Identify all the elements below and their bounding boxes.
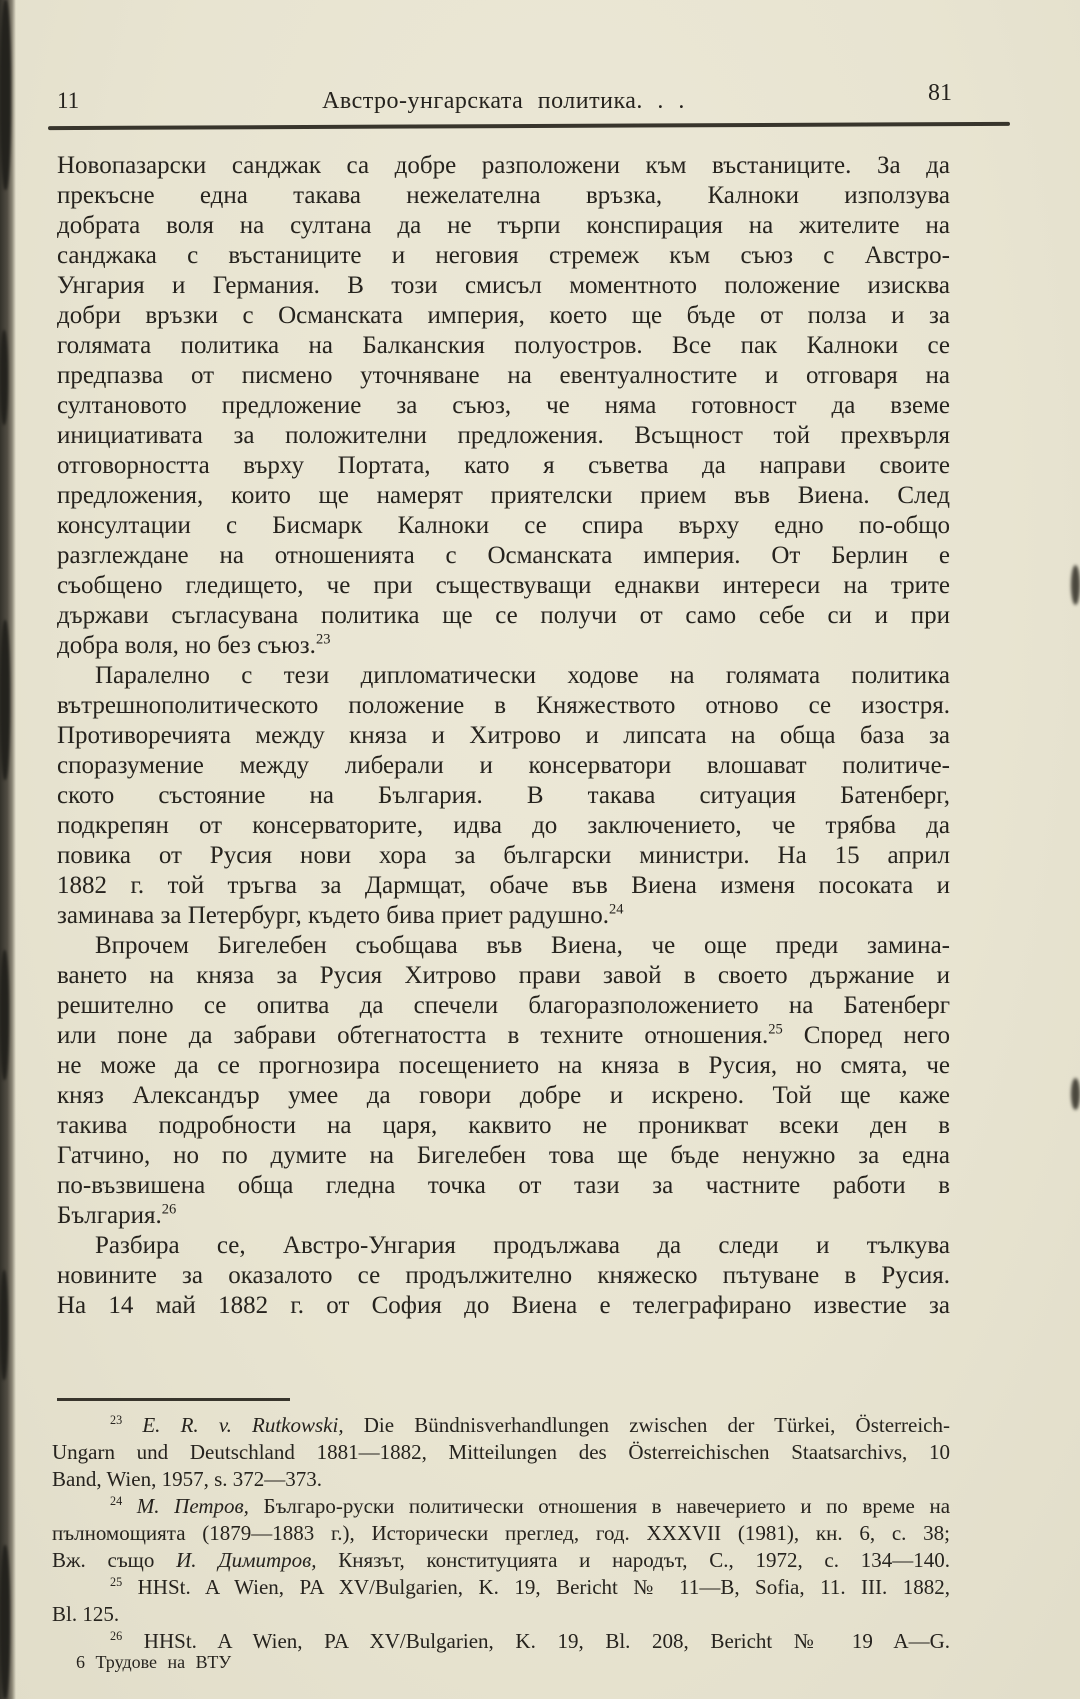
body-text-line: държави съгласувана политика ще се получи от само себе си и при [57,602,950,629]
body-text-line: инициативата за положителни предложения. Всъщност той прехвърля [57,422,950,449]
binding-shadow [0,0,16,1699]
footnote-line: $^{24}$ М. Петров, Българо-руски политически отношения в навечерието и по време на [110,1494,951,1518]
scan-speck [1071,1078,1080,1110]
body-text-line: предложения, които ще намерят приятелски прием във Виена. След [57,482,950,509]
body-text-line: Унгария и Германия. В този смисъл моментното положение изисква [57,272,950,299]
body-text-line: България.$^{26}$ [57,1201,177,1229]
body-text [57,151,950,1321]
footnotes [52,1412,950,1655]
footnote-line: пълномощията (1879—1883 г.), Исторически преглед, год. XXXVII (1981), кн. 6, с. 38; [52,1521,950,1545]
footnote-line: Ungarn und Deutschland 1881—1882, Mitteilungen des Österreichischen Staatsarchivs, 10 [52,1440,950,1464]
body-text-line: подкрепян от консерваторите, идва до заключението, че трябва да [57,812,950,839]
body-text-line: не може да се прогнозира посещението на княза в Русия, но смята, че [57,1052,950,1079]
body-text-line: ското състояние на България. В такава ситуация Батенберг, [57,782,950,809]
body-text-line: такива подробности на царя, каквито не проникват всеки ден в [57,1112,950,1139]
scan-smudge [0,330,8,425]
body-text-line: споразумение между либерали и консерватори влошават политиче- [57,752,950,779]
scan-speck [1071,565,1080,605]
body-text-line: по-възвишена обща гледна точка от тази за частните работи в [57,1172,950,1199]
body-text-line: разглеждане на отношенията с Османската империя. От Берлин е [57,542,950,569]
body-text-line: решително се опитва да спечели благоразположението на Батенберг [57,992,950,1019]
body-text-line: На 14 май 1882 г. от София до Виена е телеграфирано известие за [57,1292,950,1319]
body-text-line: Противоречията между княза и Хитрово и липсата на обща база за [57,722,950,749]
body-text-line: съобщено гледището, че при съществуващи еднакви интереси на трите [57,572,950,599]
body-text-line: добрата воля на султана да не търпи конспирация на жителите на [57,212,950,239]
header-chapter-number: 11 [57,88,80,113]
body-text-line: добра воля, но без съюз.$^{23}$ [57,631,331,659]
body-text-line: Впрочем Бигелебен съобщава във Виена, че още преди замина- [95,932,950,959]
footnote-line: $^{23}$ E. R. v. Rutkowski, Die Bündnisverhandlungen zwischen der Türkei, Österreich- [110,1413,950,1437]
page-number: 81 [928,80,952,106]
body-text-line: прекъсне една такава нежелателна връзка, Калноки използува [57,182,950,209]
footnote-line: Вж. също И. Димитров, Князът, конституцията и народът, С., 1972, с. 134—140. [52,1548,950,1572]
body-text-line: Гатчино, но по думите на Бигелебен това ще бъде ненужно за една [57,1142,950,1169]
header-rule [48,122,1010,130]
body-text-line: добри връзки с Османската империя, което ще бъде от полза и за [57,302,950,329]
body-text-line: ването на княза за Русия Хитрово прави завой в своето държание и [57,962,950,989]
body-text-line: или поне да забрави обтегнатостта в техните отношения.$^{25}$ Според него [57,1021,950,1049]
scan-smudge [0,950,9,1080]
body-text-line: Паралелно с тези дипломатически ходове на голямата политика [95,662,950,689]
body-text-line: повика от Русия нови хора за български министри. На 15 април [57,842,950,869]
scan-smudge [0,1270,8,1380]
body-text-line: Новопазарски санджак са добре разположени към въстаниците. За да [57,152,950,179]
body-text-line: вътрешнополитическото положение в Княжеството отново се изостря. [57,692,950,719]
footnote-line: Bl. 125. [52,1602,120,1626]
body-text-line: предпазва от писмено уточняване на евентуалностите и отговаря на [57,362,950,389]
body-text-line: консултации с Бисмарк Калноки се спира върху едно по-общо [57,512,950,539]
body-text-line: 1882 г. той тръгва за Дармщат, обаче във Виена изменя посоката и [57,872,950,899]
body-text-line: отговорността върху Портата, като я съветва да направи своите [57,452,950,479]
body-text-line: санджака с въстаниците и неговия стремеж към съюз с Австро- [57,242,950,269]
body-text-line: княз Александър умее да говори добре и искрено. Той ще каже [57,1082,950,1109]
scan-smudge [0,620,10,780]
footnote-line: $^{26}$ HHSt. A Wien, PA XV/Bulgarien, K. 19, Bl. 208, Bericht № 19 A—G. [110,1629,950,1653]
footnote-line: Band, Wien, 1957, s. 372—373. [52,1467,323,1491]
scan-smudge [0,1545,10,1699]
body-text-line: султановото предложение за съюз, че няма готовност да вземе [57,392,950,419]
body-text-line: новините за оказалото се продължително княжеско пътуване в Русия. [57,1262,950,1289]
footnote-separator [57,1398,290,1401]
body-text-line: заминава за Петербург, където бива приет радушно.$^{24}$ [57,901,624,929]
body-text-line: голямата политика на Балканския полуостров. Все пак Калноки се [57,332,950,359]
body-text-line: Разбира се, Австро-Унгария продължава да следи и тълкува [95,1232,950,1259]
printer-signature: 6 Трудове на ВТУ [76,1652,232,1672]
running-title: Австро-унгарската политика. . . [322,88,685,114]
footnote-line: $^{25}$ HHSt. A Wien, PA XV/Bulgarien, K. 19, Bericht № 11—B, Sofia, 11. III. 1882, [110,1575,950,1599]
scan-smudge [0,0,11,190]
